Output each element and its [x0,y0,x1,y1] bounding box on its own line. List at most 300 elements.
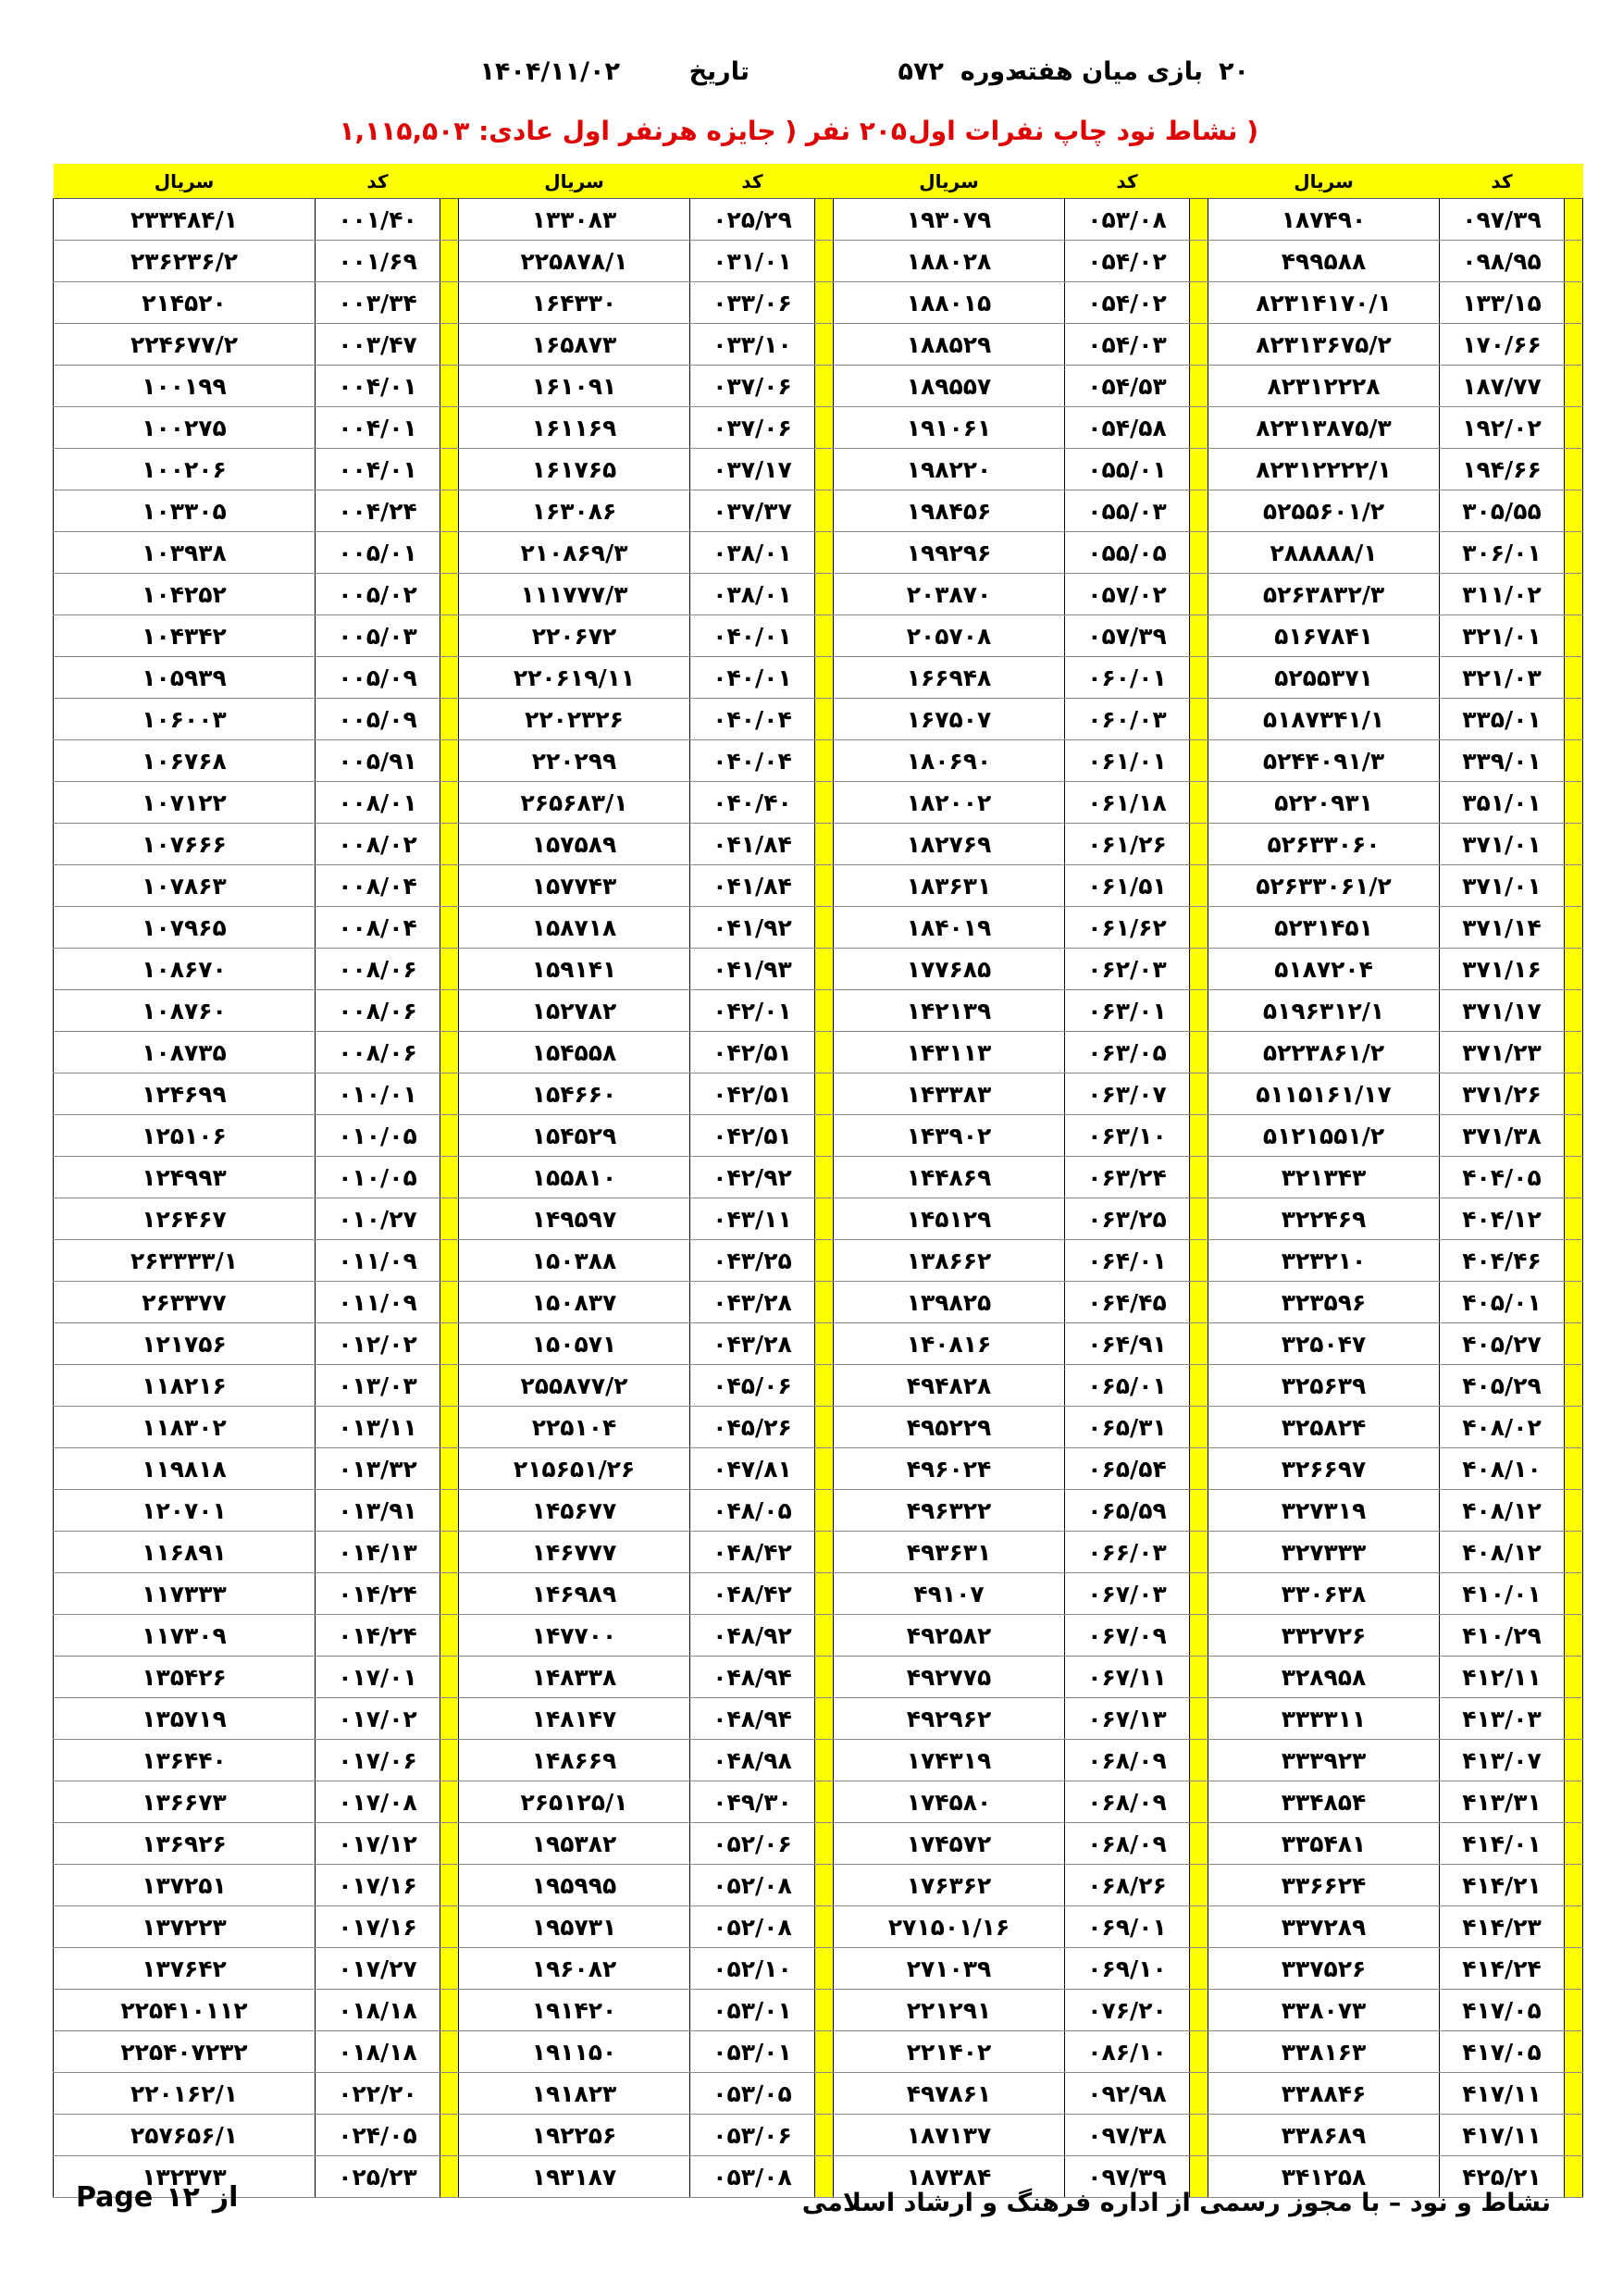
code-cell: ۰۸۶/۱۰ [1065,2031,1190,2073]
yellow-spacer-cell [1190,865,1208,907]
code-cell: ۰۴۸/۰۵ [690,1490,815,1532]
serial-cell: ۳۳۶۶۲۴ [1208,1865,1440,1906]
code-cell: ۰۴۳/۲۸ [690,1323,815,1365]
serial-cell: ۲۲۱۴۰۲ [834,2031,1065,2073]
yellow-spacer-cell [1565,1282,1583,1323]
code-cell: ۴۰۸/۱۲ [1440,1532,1565,1573]
yellow-spacer-cell [440,1074,459,1115]
yellow-spacer-cell [440,1157,459,1198]
serial-cell: ۴۹۵۲۲۹ [834,1407,1065,1448]
code-cell: ۰۵۴/۵۸ [1065,407,1190,449]
serial-cell: ۱۵۴۵۵۸ [459,1032,690,1074]
yellow-spacer-cell [1565,2031,1583,2073]
serial-cell: ۱۰۶۰۰۳ [54,699,316,740]
serial-cell: ۱۱۷۳۰۹ [54,1615,316,1657]
code-cell: ۰۱۳/۹۱ [316,1490,440,1532]
serial-cell: ۱۲۴۹۹۳ [54,1157,316,1198]
page-of: از [212,2181,239,2214]
code-cell: ۰۵۴/۰۳ [1065,324,1190,366]
yellow-spacer-cell [1190,1740,1208,1781]
serial-cell: ۱۶۷۵۰۷ [834,699,1065,740]
yellow-spacer-cell [440,1657,459,1698]
code-cell: ۰۴۱/۹۳ [690,949,815,990]
yellow-spacer-cell [1565,1948,1583,1990]
serial-cell: ۴۹۶۰۲۴ [834,1448,1065,1490]
serial-cell: ۸۲۳۱۲۲۲۸ [1208,366,1440,407]
code-cell: ۰۶۷/۰۹ [1065,1615,1190,1657]
code-cell: ۰۱۰/۰۵ [316,1157,440,1198]
code-cell: ۰۱۳/۰۳ [316,1365,440,1407]
header-spacer [1190,164,1208,199]
yellow-spacer-cell [440,615,459,657]
serial-cell: ۱۰۵۹۳۹ [54,657,316,699]
serial-cell: ۲۰۵۷۰۸ [834,615,1065,657]
yellow-spacer-cell [1190,1781,1208,1823]
code-cell: ۴۱۳/۰۳ [1440,1698,1565,1740]
yellow-spacer-cell [440,657,459,699]
code-cell: ۰۳۷/۰۶ [690,407,815,449]
serial-cell: ۱۳۵۴۲۶ [54,1657,316,1698]
header-serial: سریال [1208,164,1440,199]
serial-cell: ۲۶۵۶۸۳/۱ [459,782,690,824]
code-cell: ۰۵۳/۰۱ [690,2031,815,2073]
period-number: ۵۷۲ [898,57,944,86]
yellow-spacer-cell [815,1906,834,1948]
serial-cell: ۴۹۱۰۷ [834,1573,1065,1615]
yellow-spacer-cell [1190,615,1208,657]
serial-cell: ۵۱۸۷۳۴۱/۱ [1208,699,1440,740]
serial-cell: ۳۲۶۶۹۷ [1208,1448,1440,1490]
code-cell: ۰۴۸/۴۲ [690,1573,815,1615]
serial-cell: ۱۹۱۸۲۳ [459,2073,690,2115]
yellow-spacer-cell [815,1865,834,1906]
serial-cell: ۱۹۶۰۸۲ [459,1948,690,1990]
yellow-spacer-cell [815,949,834,990]
code-cell: ۴۱۷/۰۵ [1440,1990,1565,2031]
code-cell: ۰۶۱/۱۸ [1065,782,1190,824]
serial-cell: ۵۲۶۳۳۰۶۰ [1208,824,1440,865]
yellow-spacer-cell [440,1407,459,1448]
code-cell: ۰۱۳/۳۲ [316,1448,440,1490]
serial-cell: ۱۹۳۰۷۹ [834,199,1065,241]
yellow-spacer-cell [440,2073,459,2115]
yellow-spacer-cell [815,407,834,449]
serial-cell: ۱۰۰۲۷۵ [54,407,316,449]
serial-cell: ۱۸۹۵۵۷ [834,366,1065,407]
serial-cell: ۱۸۴۰۱۹ [834,907,1065,949]
code-cell: ۰۵۷/۳۹ [1065,615,1190,657]
yellow-spacer-cell [440,1240,459,1282]
code-cell: ۰۶۸/۰۹ [1065,1740,1190,1781]
serial-cell: ۱۶۱۱۶۹ [459,407,690,449]
code-cell: ۰۴۰/۰۴ [690,699,815,740]
code-cell: ۰۹۷/۳۹ [1440,199,1565,241]
yellow-spacer-cell [440,2156,459,2198]
serial-cell: ۳۲۸۹۵۸ [1208,1657,1440,1698]
code-cell: ۰۰۳/۴۷ [316,324,440,366]
code-cell: ۰۵۴/۰۲ [1065,241,1190,282]
yellow-spacer-cell [1190,1157,1208,1198]
serial-cell: ۲۰۳۸۷۰ [834,574,1065,615]
code-cell: ۴۱۳/۳۱ [1440,1781,1565,1823]
serial-cell: ۱۴۸۶۶۹ [459,1740,690,1781]
header-serial: سریال [54,164,316,199]
code-cell: ۰۴۲/۹۲ [690,1157,815,1198]
serial-cell: ۱۴۲۱۳۹ [834,990,1065,1032]
serial-cell: ۱۰۴۳۴۲ [54,615,316,657]
code-cell: ۰۲۴/۰۵ [316,2115,440,2156]
header-spacer [1565,164,1583,199]
code-cell: ۴۰۴/۰۵ [1440,1157,1565,1198]
code-cell: ۰۱۰/۰۱ [316,1074,440,1115]
serial-cell: ۱۴۶۹۸۹ [459,1573,690,1615]
code-cell: ۰۵۲/۰۸ [690,1906,815,1948]
serial-cell: ۱۵۰۵۷۱ [459,1323,690,1365]
yellow-spacer-cell [1565,865,1583,907]
code-cell: ۰۴۵/۰۶ [690,1365,815,1407]
yellow-spacer-cell [1565,1698,1583,1740]
yellow-spacer-cell [1565,1823,1583,1865]
serial-cell: ۱۰۷۸۶۳ [54,865,316,907]
serial-cell: ۱۰۳۳۰۵ [54,490,316,532]
serial-cell: ۱۸۸۵۲۹ [834,324,1065,366]
yellow-spacer-cell [1565,907,1583,949]
table-row [54,1448,1583,1490]
yellow-spacer-cell [815,699,834,740]
serial-cell: ۲۲۵۴۱۰۱۱۲ [54,1990,316,2031]
serial-cell: ۱۹۵۹۹۵ [459,1865,690,1906]
yellow-spacer-cell [815,824,834,865]
serial-cell: ۱۲۰۷۰۱ [54,1490,316,1532]
yellow-spacer-cell [1190,366,1208,407]
code-cell: ۰۵۵/۰۱ [1065,449,1190,490]
yellow-spacer-cell [815,990,834,1032]
yellow-spacer-cell [1190,1906,1208,1948]
code-cell: ۰۹۷/۳۸ [1065,2115,1190,2156]
code-cell: ۰۱۷/۰۸ [316,1781,440,1823]
yellow-spacer-cell [1190,1323,1208,1365]
yellow-spacer-cell [440,865,459,907]
draw-type: میان هفته [1012,57,1138,86]
yellow-spacer-cell [815,1823,834,1865]
code-cell: ۳۲۱/۰۳ [1440,657,1565,699]
yellow-spacer-cell [1565,2156,1583,2198]
serial-cell: ۳۲۷۳۳۳ [1208,1532,1440,1573]
serial-cell: ۳۳۸۰۷۳ [1208,1990,1440,2031]
code-cell: ۰۴۰/۰۱ [690,615,815,657]
code-cell: ۰۴۳/۱۱ [690,1198,815,1240]
code-cell: ۰۵۲/۰۶ [690,1823,815,1865]
yellow-spacer-cell [1565,1074,1583,1115]
serial-cell: ۲۲۰۶۱۹/۱۱ [459,657,690,699]
code-cell: ۰۴۰/۰۱ [690,657,815,699]
serial-cell: ۲۳۶۲۳۶/۲ [54,241,316,282]
table-row [54,2031,1583,2073]
yellow-spacer-cell [1565,324,1583,366]
serial-cell: ۱۷۷۶۸۵ [834,949,1065,990]
code-cell: ۳۷۱/۲۶ [1440,1074,1565,1115]
serial-cell: ۵۲۵۵۳۷۱ [1208,657,1440,699]
code-cell: ۰۲۲/۲۰ [316,2073,440,2115]
serial-cell: ۱۸۸۰۲۸ [834,241,1065,282]
table-row [54,1823,1583,1865]
serial-cell: ۱۶۶۹۴۸ [834,657,1065,699]
yellow-spacer-cell [815,490,834,532]
code-cell: ۰۱۳/۱۱ [316,1407,440,1448]
serial-cell: ۱۷۴۵۷۲ [834,1823,1065,1865]
serial-cell: ۳۲۲۴۶۹ [1208,1198,1440,1240]
yellow-spacer-cell [1565,1448,1583,1490]
serial-cell: ۴۹۲۵۸۲ [834,1615,1065,1657]
date-value: ۱۴۰۴/۱۱/۰۲ [479,57,620,86]
table-row [54,366,1583,407]
code-cell: ۰۶۱/۵۱ [1065,865,1190,907]
table-row [54,2073,1583,2115]
yellow-spacer-cell [815,1323,834,1365]
code-cell: ۰۵۷/۰۲ [1065,574,1190,615]
code-cell: ۰۳۳/۱۰ [690,324,815,366]
yellow-spacer-cell [440,407,459,449]
code-cell: ۰۴۱/۸۴ [690,865,815,907]
code-cell: ۰۶۰/۰۱ [1065,657,1190,699]
table-row [54,449,1583,490]
serial-cell: ۵۱۱۵۱۶۱/۱۷ [1208,1074,1440,1115]
yellow-spacer-cell [1190,1532,1208,1573]
code-cell: ۴۱۰/۰۱ [1440,1573,1565,1615]
code-cell: ۴۱۴/۲۱ [1440,1865,1565,1906]
code-cell: ۴۱۴/۲۴ [1440,1948,1565,1990]
code-cell: ۰۶۸/۰۹ [1065,1823,1190,1865]
yellow-spacer-cell [1565,657,1583,699]
code-cell: ۰۴۲/۵۱ [690,1115,815,1157]
draw-title-line [416,57,1249,104]
code-cell: ۰۵۳/۰۸ [1065,199,1190,241]
code-cell: ۰۶۴/۹۱ [1065,1323,1190,1365]
table-row [54,490,1583,532]
table-row [54,1323,1583,1365]
code-cell: ۳۳۵/۰۱ [1440,699,1565,740]
yellow-spacer-cell [815,532,834,574]
serial-cell: ۱۵۲۷۸۲ [459,990,690,1032]
serial-cell: ۸۲۳۱۳۸۷۵/۳ [1208,407,1440,449]
code-cell: ۴۰۵/۰۱ [1440,1282,1565,1323]
yellow-spacer-cell [1190,1282,1208,1323]
code-cell: ۴۱۴/۰۱ [1440,1823,1565,1865]
yellow-spacer-cell [1190,1365,1208,1407]
serial-cell: ۴۹۳۶۳۱ [834,1532,1065,1573]
yellow-spacer-cell [440,2115,459,2156]
code-cell: ۰۰۱/۴۰ [316,199,440,241]
game-label: بازی [1146,57,1203,86]
header-spacer [815,164,834,199]
serial-cell: ۸۲۳۱۴۱۷۰/۱ [1208,282,1440,324]
serial-cell: ۱۴۰۸۱۶ [834,1323,1065,1365]
date-label: تاریخ [688,57,750,86]
code-cell: ۰۶۹/۰۱ [1065,1906,1190,1948]
serial-cell: ۱۹۳۱۸۷ [459,2156,690,2198]
code-cell: ۰۰۸/۰۱ [316,782,440,824]
serial-cell: ۱۳۷۲۲۳ [54,1906,316,1948]
serial-cell: ۵۲۲۰۹۳۱ [1208,782,1440,824]
serial-cell: ۱۱۸۳۰۲ [54,1407,316,1448]
serial-cell: ۳۳۷۲۸۹ [1208,1906,1440,1948]
yellow-spacer-cell [1565,1990,1583,2031]
table-row [54,865,1583,907]
page-label: Page [76,2181,154,2214]
yellow-spacer-cell [440,1990,459,2031]
code-cell: ۰۶۶/۰۳ [1065,1532,1190,1573]
yellow-spacer-cell [440,1781,459,1823]
code-cell: ۰۱۲/۰۲ [316,1323,440,1365]
code-cell: ۳۵۱/۰۱ [1440,782,1565,824]
yellow-spacer-cell [815,1448,834,1490]
yellow-spacer-cell [815,241,834,282]
code-cell: ۰۱۱/۰۹ [316,1240,440,1282]
yellow-spacer-cell [1190,449,1208,490]
code-cell: ۳۲۱/۰۱ [1440,615,1565,657]
code-cell: ۰۵۵/۰۵ [1065,532,1190,574]
serial-cell: ۱۴۵۶۷۷ [459,1490,690,1532]
yellow-spacer-cell [440,490,459,532]
yellow-spacer-cell [1190,282,1208,324]
serial-cell: ۴۹۶۳۲۲ [834,1490,1065,1532]
serial-cell: ۱۳۸۶۶۲ [834,1240,1065,1282]
yellow-spacer-cell [440,740,459,782]
yellow-spacer-cell [1565,532,1583,574]
table-row [54,740,1583,782]
serial-cell: ۲۳۳۴۸۴/۱ [54,199,316,241]
yellow-spacer-cell [1190,740,1208,782]
serial-cell: ۳۳۷۵۲۶ [1208,1948,1440,1990]
serial-cell: ۲۱۰۸۶۹/۳ [459,532,690,574]
serial-cell: ۱۵۰۸۳۷ [459,1282,690,1323]
code-cell: ۰۰۴/۰۱ [316,366,440,407]
header-code: کد [690,164,815,199]
yellow-spacer-cell [1565,615,1583,657]
serial-cell: ۱۶۵۸۷۳ [459,324,690,366]
code-cell: ۰۶۷/۰۳ [1065,1573,1190,1615]
prize-info-line [339,116,1258,162]
serial-cell: ۱۸۸۰۱۵ [834,282,1065,324]
serial-cell: ۴۹۴۸۲۸ [834,1365,1065,1407]
serial-cell: ۱۰۸۷۶۰ [54,990,316,1032]
code-cell: ۰۴۹/۳۰ [690,1781,815,1823]
table-row [54,1657,1583,1698]
serial-cell: ۲۶۵۱۲۵/۱ [459,1781,690,1823]
table-row [54,532,1583,574]
code-cell: ۱۹۲/۰۲ [1440,407,1565,449]
serial-cell: ۲۲۰۱۶۲/۱ [54,2073,316,2115]
serial-cell: ۲۲۴۶۷۷/۲ [54,324,316,366]
yellow-spacer-cell [440,1615,459,1657]
yellow-spacer-cell [440,1115,459,1157]
yellow-spacer-cell [1190,1948,1208,1990]
yellow-spacer-cell [815,2031,834,2073]
page-indicator [76,2181,251,2214]
header-spacer [440,164,459,199]
yellow-spacer-cell [815,1157,834,1198]
serial-cell: ۳۳۳۳۱۱ [1208,1698,1440,1740]
yellow-spacer-cell [815,1407,834,1448]
code-cell: ۳۳۹/۰۱ [1440,740,1565,782]
yellow-spacer-cell [1190,1032,1208,1074]
serial-cell: ۱۰۸۷۳۵ [54,1032,316,1074]
table-row [54,699,1583,740]
code-cell: ۰۰۵/۰۲ [316,574,440,615]
serial-cell: ۱۹۱۰۶۱ [834,407,1065,449]
yellow-spacer-cell [815,1198,834,1240]
yellow-spacer-cell [1190,1448,1208,1490]
header-code: کد [1440,164,1565,199]
code-cell: ۰۵۳/۰۶ [690,2115,815,2156]
prize-line: ( نشاط نود چاپ نفرات اول [908,116,1258,146]
yellow-spacer-cell [815,1240,834,1282]
code-cell: ۰۰۱/۶۹ [316,241,440,282]
serial-cell: ۱۶۳۰۸۶ [459,490,690,532]
code-cell: ۰۵۵/۰۳ [1065,490,1190,532]
yellow-spacer-cell [1565,1032,1583,1074]
serial-cell: ۳۲۵۸۲۴ [1208,1407,1440,1448]
serial-cell: ۱۳۶۹۲۶ [54,1823,316,1865]
code-cell: ۰۴۷/۸۱ [690,1448,815,1490]
serial-cell: ۵۲۴۴۰۹۱/۳ [1208,740,1440,782]
yellow-spacer-cell [1190,324,1208,366]
yellow-spacer-cell [440,1573,459,1615]
code-cell: ۰۶۵/۰۱ [1065,1365,1190,1407]
serial-cell: ۱۸۷۳۸۴ [834,2156,1065,2198]
yellow-spacer-cell [815,1657,834,1698]
table-row [54,1282,1583,1323]
yellow-spacer-cell [440,324,459,366]
code-cell: ۰۴۵/۲۶ [690,1407,815,1448]
serial-cell: ۳۳۵۴۸۱ [1208,1823,1440,1865]
code-cell: ۰۰۳/۳۴ [316,282,440,324]
serial-cell: ۲۱۴۵۲۰ [54,282,316,324]
serial-cell: ۵۲۲۳۸۶۱/۲ [1208,1032,1440,1074]
table-row [54,1781,1583,1823]
yellow-spacer-cell [815,2115,834,2156]
yellow-spacer-cell [1565,366,1583,407]
yellow-spacer-cell [1190,824,1208,865]
table-body [54,199,1583,2198]
code-cell: ۰۶۱/۶۲ [1065,907,1190,949]
serial-cell: ۱۵۸۷۱۸ [459,907,690,949]
code-cell: ۰۳۷/۰۶ [690,366,815,407]
code-cell: ۰۰۴/۲۴ [316,490,440,532]
code-cell: ۰۶۵/۵۹ [1065,1490,1190,1532]
yellow-spacer-cell [1565,282,1583,324]
serial-cell: ۱۵۷۷۴۳ [459,865,690,907]
yellow-spacer-cell [1565,1240,1583,1282]
serial-cell: ۵۲۶۳۸۳۲/۳ [1208,574,1440,615]
code-cell: ۰۰۵/۹۱ [316,740,440,782]
serial-cell: ۱۱۷۳۳۳ [54,1573,316,1615]
serial-cell: ۱۷۴۳۱۹ [834,1740,1065,1781]
code-cell: ۰۴۲/۰۱ [690,990,815,1032]
code-cell: ۰۱۴/۲۴ [316,1615,440,1657]
yellow-spacer-cell [1565,2073,1583,2115]
table-row [54,1532,1583,1573]
yellow-spacer-cell [1565,490,1583,532]
serial-cell: ۱۸۲۷۶۹ [834,824,1065,865]
table-row [54,1157,1583,1198]
serial-cell: ۱۸۳۶۳۱ [834,865,1065,907]
serial-cell: ۳۲۷۳۱۹ [1208,1490,1440,1532]
yellow-spacer-cell [440,1948,459,1990]
code-cell: ۳۷۱/۱۷ [1440,990,1565,1032]
code-cell: ۰۹۷/۳۹ [1065,2156,1190,2198]
code-cell: ۰۵۴/۰۲ [1065,282,1190,324]
